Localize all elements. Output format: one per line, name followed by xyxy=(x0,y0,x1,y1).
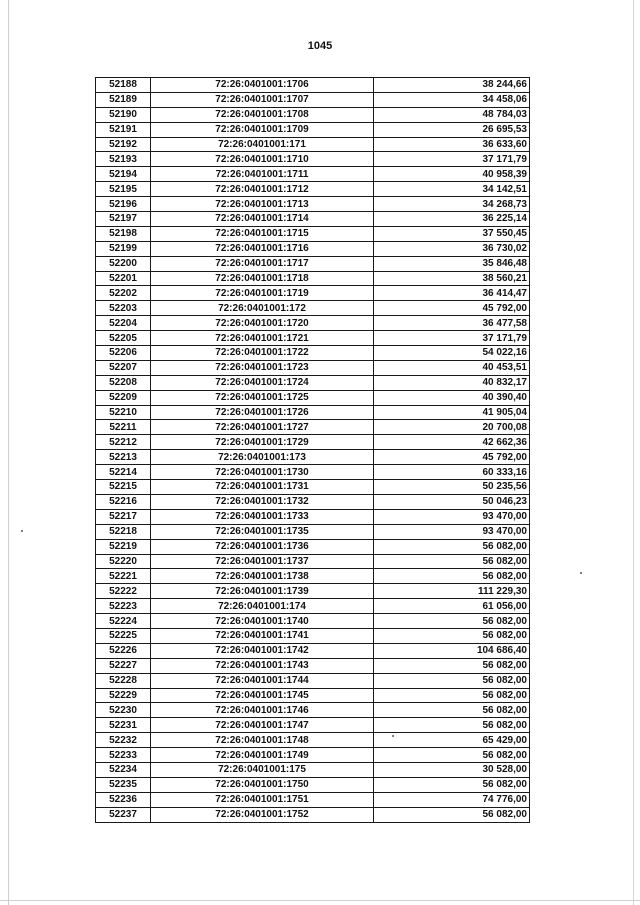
cadastral-value-cell: 56 082,00 xyxy=(374,554,530,569)
cadastral-value-cell: 56 082,00 xyxy=(374,703,530,718)
row-number-cell: 52190 xyxy=(96,107,151,122)
cadastral-number-cell: 72:26:0401001:1741 xyxy=(151,628,374,643)
cadastral-value-cell: 20 700,08 xyxy=(374,420,530,435)
cadastral-value-cell: 50 235,56 xyxy=(374,480,530,495)
cadastral-number-cell: 72:26:0401001:1751 xyxy=(151,792,374,807)
row-number-cell: 52212 xyxy=(96,435,151,450)
cadastral-value-cell: 41 905,04 xyxy=(374,405,530,420)
row-number-cell: 52199 xyxy=(96,241,151,256)
cadastral-number-cell: 72:26:0401001:1717 xyxy=(151,256,374,271)
cadastral-value-cell: 37 550,45 xyxy=(374,226,530,241)
table-row xyxy=(96,494,530,509)
row-number-cell: 52195 xyxy=(96,182,151,197)
row-number-cell: 52207 xyxy=(96,360,151,375)
cadastral-number-cell: 72:26:0401001:1733 xyxy=(151,509,374,524)
cadastral-number-cell: 72:26:0401001:1715 xyxy=(151,226,374,241)
cadastral-number-cell: 72:26:0401001:1740 xyxy=(151,614,374,629)
table-row xyxy=(96,107,530,122)
table-row xyxy=(96,256,530,271)
cadastral-value-cell: 30 528,00 xyxy=(374,762,530,777)
row-number-cell: 52230 xyxy=(96,703,151,718)
cadastral-number-cell: 72:26:0401001:1730 xyxy=(151,465,374,480)
cadastral-number-cell: 72:26:0401001:175 xyxy=(151,762,374,777)
scan-edge-left xyxy=(8,0,9,905)
row-number-cell: 52231 xyxy=(96,718,151,733)
cadastral-value-cell: 104 686,40 xyxy=(374,643,530,658)
row-number-cell: 52237 xyxy=(96,807,151,822)
cadastral-number-cell: 72:26:0401001:1707 xyxy=(151,92,374,107)
row-number-cell: 52204 xyxy=(96,316,151,331)
scan-speck xyxy=(580,572,582,574)
table-row xyxy=(96,658,530,673)
cadastral-number-cell: 72:26:0401001:1724 xyxy=(151,375,374,390)
cadastral-value-cell: 26 695,53 xyxy=(374,122,530,137)
table-row xyxy=(96,197,530,212)
row-number-cell: 52208 xyxy=(96,375,151,390)
table-row xyxy=(96,212,530,227)
cadastral-value-cell: 56 082,00 xyxy=(374,777,530,792)
cadastral-value-cell: 36 633,60 xyxy=(374,137,530,152)
table-row xyxy=(96,271,530,286)
cadastral-number-cell: 72:26:0401001:1746 xyxy=(151,703,374,718)
cadastral-value-cell: 54 022,16 xyxy=(374,346,530,361)
table-row xyxy=(96,122,530,137)
cadastral-value-cell: 42 662,36 xyxy=(374,435,530,450)
cadastral-value-table xyxy=(95,77,530,823)
row-number-cell: 52192 xyxy=(96,137,151,152)
table-row xyxy=(96,777,530,792)
cadastral-value-cell: 36 730,02 xyxy=(374,241,530,256)
cadastral-number-cell: 72:26:0401001:1711 xyxy=(151,167,374,182)
table-row xyxy=(96,733,530,748)
cadastral-value-cell: 34 268,73 xyxy=(374,197,530,212)
cadastral-number-cell: 72:26:0401001:1721 xyxy=(151,331,374,346)
cadastral-value-cell: 38 244,66 xyxy=(374,78,530,93)
cadastral-number-cell: 72:26:0401001:172 xyxy=(151,301,374,316)
cadastral-value-cell: 36 225,14 xyxy=(374,212,530,227)
table-row xyxy=(96,78,530,93)
table-row xyxy=(96,286,530,301)
cadastral-number-cell: 72:26:0401001:1713 xyxy=(151,197,374,212)
cadastral-number-cell: 72:26:0401001:1738 xyxy=(151,569,374,584)
row-number-cell: 52215 xyxy=(96,480,151,495)
cadastral-number-cell: 72:26:0401001:1752 xyxy=(151,807,374,822)
cadastral-number-cell: 72:26:0401001:1748 xyxy=(151,733,374,748)
table-row xyxy=(96,673,530,688)
table-row xyxy=(96,331,530,346)
table-row xyxy=(96,569,530,584)
row-number-cell: 52219 xyxy=(96,539,151,554)
cadastral-value-cell: 38 560,21 xyxy=(374,271,530,286)
table-row xyxy=(96,167,530,182)
row-number-cell: 52235 xyxy=(96,777,151,792)
cadastral-number-cell: 72:26:0401001:1708 xyxy=(151,107,374,122)
row-number-cell: 52229 xyxy=(96,688,151,703)
table-row xyxy=(96,643,530,658)
row-number-cell: 52217 xyxy=(96,509,151,524)
cadastral-value-cell: 56 082,00 xyxy=(374,748,530,763)
cadastral-number-cell: 72:26:0401001:1706 xyxy=(151,78,374,93)
table-row xyxy=(96,748,530,763)
cadastral-number-cell: 72:26:0401001:171 xyxy=(151,137,374,152)
table-row xyxy=(96,584,530,599)
table-row xyxy=(96,375,530,390)
cadastral-value-cell: 56 082,00 xyxy=(374,658,530,673)
cadastral-number-cell: 72:26:0401001:1750 xyxy=(151,777,374,792)
cadastral-number-cell: 72:26:0401001:1736 xyxy=(151,539,374,554)
cadastral-value-cell: 45 792,00 xyxy=(374,450,530,465)
row-number-cell: 52233 xyxy=(96,748,151,763)
table-row xyxy=(96,420,530,435)
row-number-cell: 52191 xyxy=(96,122,151,137)
cadastral-number-cell: 72:26:0401001:1735 xyxy=(151,524,374,539)
cadastral-number-cell: 72:26:0401001:174 xyxy=(151,599,374,614)
cadastral-number-cell: 72:26:0401001:1747 xyxy=(151,718,374,733)
table-row xyxy=(96,182,530,197)
cadastral-number-cell: 72:26:0401001:1725 xyxy=(151,390,374,405)
row-number-cell: 52206 xyxy=(96,346,151,361)
row-number-cell: 52218 xyxy=(96,524,151,539)
table-row xyxy=(96,346,530,361)
row-number-cell: 52203 xyxy=(96,301,151,316)
row-number-cell: 52210 xyxy=(96,405,151,420)
cadastral-value-cell: 50 046,23 xyxy=(374,494,530,509)
cadastral-value-cell: 35 846,48 xyxy=(374,256,530,271)
cadastral-value-cell: 56 082,00 xyxy=(374,569,530,584)
row-number-cell: 52197 xyxy=(96,212,151,227)
table-row xyxy=(96,390,530,405)
row-number-cell: 52211 xyxy=(96,420,151,435)
cadastral-value-cell: 40 453,51 xyxy=(374,360,530,375)
row-number-cell: 52213 xyxy=(96,450,151,465)
table-row xyxy=(96,241,530,256)
cadastral-value-cell: 93 470,00 xyxy=(374,509,530,524)
table-row xyxy=(96,137,530,152)
row-number-cell: 52223 xyxy=(96,599,151,614)
cadastral-number-cell: 72:26:0401001:1749 xyxy=(151,748,374,763)
cadastral-value-cell: 40 958,39 xyxy=(374,167,530,182)
table-row xyxy=(96,435,530,450)
row-number-cell: 52236 xyxy=(96,792,151,807)
table-row xyxy=(96,554,530,569)
table-row xyxy=(96,226,530,241)
cadastral-value-cell: 56 082,00 xyxy=(374,539,530,554)
table-row xyxy=(96,703,530,718)
row-number-cell: 52188 xyxy=(96,78,151,93)
table-row xyxy=(96,614,530,629)
table-body xyxy=(96,78,530,823)
row-number-cell: 52200 xyxy=(96,256,151,271)
row-number-cell: 52225 xyxy=(96,628,151,643)
row-number-cell: 52202 xyxy=(96,286,151,301)
table-row xyxy=(96,152,530,167)
row-number-cell: 52198 xyxy=(96,226,151,241)
row-number-cell: 52209 xyxy=(96,390,151,405)
cadastral-value-cell: 37 171,79 xyxy=(374,152,530,167)
row-number-cell: 52226 xyxy=(96,643,151,658)
cadastral-value-cell: 37 171,79 xyxy=(374,331,530,346)
table-row xyxy=(96,792,530,807)
cadastral-number-cell: 72:26:0401001:173 xyxy=(151,450,374,465)
cadastral-value-cell: 40 832,17 xyxy=(374,375,530,390)
table-row xyxy=(96,539,530,554)
cadastral-value-cell: 65 429,00 xyxy=(374,733,530,748)
cadastral-number-cell: 72:26:0401001:1737 xyxy=(151,554,374,569)
cadastral-value-cell: 56 082,00 xyxy=(374,718,530,733)
table-row xyxy=(96,480,530,495)
cadastral-number-cell: 72:26:0401001:1720 xyxy=(151,316,374,331)
row-number-cell: 52196 xyxy=(96,197,151,212)
cadastral-number-cell: 72:26:0401001:1716 xyxy=(151,241,374,256)
cadastral-value-cell: 34 142,51 xyxy=(374,182,530,197)
cadastral-value-cell: 60 333,16 xyxy=(374,465,530,480)
row-number-cell: 52214 xyxy=(96,465,151,480)
table-row xyxy=(96,688,530,703)
row-number-cell: 52234 xyxy=(96,762,151,777)
cadastral-number-cell: 72:26:0401001:1742 xyxy=(151,643,374,658)
cadastral-number-cell: 72:26:0401001:1727 xyxy=(151,420,374,435)
cadastral-number-cell: 72:26:0401001:1729 xyxy=(151,435,374,450)
row-number-cell: 52221 xyxy=(96,569,151,584)
cadastral-value-cell: 56 082,00 xyxy=(374,807,530,822)
cadastral-number-cell: 72:26:0401001:1745 xyxy=(151,688,374,703)
cadastral-number-cell: 72:26:0401001:1709 xyxy=(151,122,374,137)
cadastral-number-cell: 72:26:0401001:1714 xyxy=(151,212,374,227)
table-row xyxy=(96,92,530,107)
table-row xyxy=(96,509,530,524)
cadastral-value-cell: 36 477,58 xyxy=(374,316,530,331)
cadastral-number-cell: 72:26:0401001:1726 xyxy=(151,405,374,420)
table-row xyxy=(96,718,530,733)
cadastral-number-cell: 72:26:0401001:1723 xyxy=(151,360,374,375)
table-row xyxy=(96,316,530,331)
row-number-cell: 52201 xyxy=(96,271,151,286)
row-number-cell: 52216 xyxy=(96,494,151,509)
table-row xyxy=(96,524,530,539)
cadastral-number-cell: 72:26:0401001:1718 xyxy=(151,271,374,286)
cadastral-value-cell: 74 776,00 xyxy=(374,792,530,807)
cadastral-value-cell: 40 390,40 xyxy=(374,390,530,405)
row-number-cell: 52224 xyxy=(96,614,151,629)
row-number-cell: 52205 xyxy=(96,331,151,346)
table-row xyxy=(96,628,530,643)
row-number-cell: 52194 xyxy=(96,167,151,182)
cadastral-value-cell: 56 082,00 xyxy=(374,673,530,688)
table-row xyxy=(96,599,530,614)
cadastral-number-cell: 72:26:0401001:1710 xyxy=(151,152,374,167)
row-number-cell: 52222 xyxy=(96,584,151,599)
row-number-cell: 52220 xyxy=(96,554,151,569)
row-number-cell: 52189 xyxy=(96,92,151,107)
table-row xyxy=(96,360,530,375)
row-number-cell: 52232 xyxy=(96,733,151,748)
cadastral-value-cell: 45 792,00 xyxy=(374,301,530,316)
cadastral-value-cell: 36 414,47 xyxy=(374,286,530,301)
cadastral-value-cell: 48 784,03 xyxy=(374,107,530,122)
cadastral-value-cell: 111 229,30 xyxy=(374,584,530,599)
cadastral-number-cell: 72:26:0401001:1722 xyxy=(151,346,374,361)
cadastral-number-cell: 72:26:0401001:1743 xyxy=(151,658,374,673)
cadastral-value-cell: 61 056,00 xyxy=(374,599,530,614)
table-row xyxy=(96,762,530,777)
cadastral-value-cell: 34 458,06 xyxy=(374,92,530,107)
table-row xyxy=(96,465,530,480)
scan-edge-right xyxy=(633,0,634,905)
cadastral-number-cell: 72:26:0401001:1744 xyxy=(151,673,374,688)
row-number-cell: 52227 xyxy=(96,658,151,673)
cadastral-value-cell: 93 470,00 xyxy=(374,524,530,539)
row-number-cell: 52193 xyxy=(96,152,151,167)
row-number-cell: 52228 xyxy=(96,673,151,688)
scan-speck xyxy=(21,530,23,532)
cadastral-value-cell: 56 082,00 xyxy=(374,688,530,703)
table-row xyxy=(96,301,530,316)
table-row xyxy=(96,807,530,822)
cadastral-number-cell: 72:26:0401001:1712 xyxy=(151,182,374,197)
cadastral-number-cell: 72:26:0401001:1732 xyxy=(151,494,374,509)
cadastral-value-cell: 56 082,00 xyxy=(374,628,530,643)
cadastral-value-cell: 56 082,00 xyxy=(374,614,530,629)
cadastral-number-cell: 72:26:0401001:1731 xyxy=(151,480,374,495)
page-number: 1045 xyxy=(307,40,333,52)
table-row xyxy=(96,405,530,420)
scan-edge-bottom xyxy=(0,900,640,901)
table-row xyxy=(96,450,530,465)
cadastral-number-cell: 72:26:0401001:1719 xyxy=(151,286,374,301)
cadastral-number-cell: 72:26:0401001:1739 xyxy=(151,584,374,599)
